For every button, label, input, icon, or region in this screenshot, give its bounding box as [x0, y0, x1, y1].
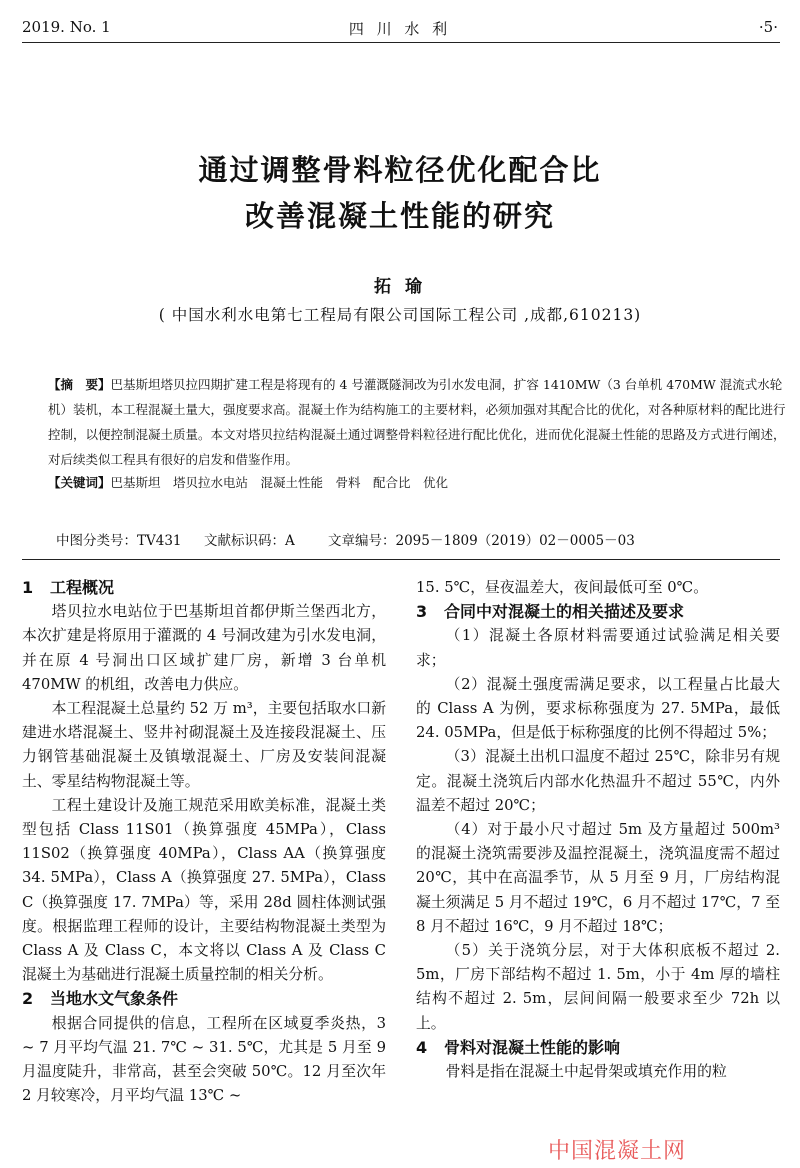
section-1-paragraph-1: 塔贝拉水电站位于巴基斯坦首都伊斯兰堡西北方，本次扩建是将原用于灌溉的 4 号洞改建为引水发电洞，并在原 4 号洞出口区域扩建厂房，新增 3 台单机 470MW 的机组，改善电力供应。	[22, 603, 386, 693]
page-number: ·5·	[758, 18, 778, 36]
requirement-item-4: （4）对于最小尺寸超过 5m 及方量超过 500m³ 的混凝土浇筑需要涉及温控混凝土，浇筑温度需不超过 20℃，其中在高温季节，从 5 月至 9 月，厂房结构混凝土须满足 5 月不超过 19℃，6 月不超过 17℃，7 至 8 月不超过 16℃，9 月不超过 18℃；	[416, 821, 780, 935]
section-2-continuation: 15. 5℃，昼夜温差大，夜间最低可至 0℃。	[416, 579, 709, 596]
abstract-text: 巴基斯坦塔贝拉四期扩建工程是将现有的 4 号灌溉隧洞改为引水发电洞，扩容 1410MW（3 台单机 470MW 混流式水轮机）装机，本工程混凝土量大，强度要求高。混凝土作为结构施工的主要材料，必须加强对其配合比的优化，对各种原材料的配比进行控制，以便控制混凝土质量。本文对塔贝拉结构混凝土通过调整骨料粒径进行配比优化，进而优化混凝土性能的思路及方式进行阐述，对后续类似工程具有很好的启发和借鉴作用。	[48, 377, 786, 467]
section-1-paragraph-3: 工程土建设计及施工规范采用欧美标准，混凝土类型包括 Class 11S01（换算强度 45MPa），Class 11S02（换算强度 40MPa），Class AA（换算强度 34. 5MPa），Class A（换算强度 27. 5MPa），Class C（换算强度 17. 7MPa）等，采用 28d 圆柱体测试强度。根据监理工程师的设计，主要结构物混凝土类型为 Class A 及 Class C，本文将以 Class A 及 Class C 混凝土为基础进行混凝土质量控制的相关分析。	[22, 796, 386, 984]
section-2-paragraph: 根据合同提供的信息，工程所在区域夏季炎热，3 ~ 7 月平均气温 21. 7℃ ~ 31. 5℃，尤其是 5 月至 9 月温度陡升，非常高，甚至会突破 50℃。12 月至次年 2 月较寒冷，月平均气温 13℃ ~	[22, 1014, 386, 1105]
title-line-2: 改善混凝土性能的研究	[244, 199, 555, 233]
section-1-paragraph-2: 本工程混凝土总量约 52 万 m³，主要包括取水口新建进水塔混凝土、竖井衬砌混凝土及连接段混凝土、压力钢管基础混凝土及镇墩混凝土、厂房及安装间混凝土、零星结构物混凝土等。	[22, 700, 386, 790]
journal-issue: 2019. No. 1	[22, 18, 111, 36]
header-rule	[22, 42, 780, 43]
title-line-1: 通过调整骨料粒径优化配合比	[198, 153, 602, 187]
right-column	[416, 576, 780, 1084]
keywords	[48, 470, 788, 495]
abstract-label: 【摘 要】	[48, 377, 111, 392]
left-column	[22, 576, 386, 1108]
section-3-heading: 3 合同中对混凝土的相关描述及要求	[416, 602, 685, 622]
section-2-heading: 2 当地水文气象条件	[22, 989, 179, 1009]
meta-rule	[22, 559, 780, 560]
section-4-paragraph: 骨料是指在混凝土中起骨架或填充作用的粒	[445, 1063, 727, 1081]
keywords-label: 【关键词】	[48, 475, 111, 490]
keywords-text: 巴基斯坦 塔贝拉水电站 混凝土性能 骨料 配合比 优化	[110, 475, 449, 490]
section-4-heading: 4 骨料对混凝土性能的影响	[416, 1037, 621, 1057]
document-code: 文献标识码：A	[204, 533, 295, 549]
author: 拓 瑜	[374, 277, 426, 297]
journal-name: 四 川 水 利	[348, 20, 452, 38]
site-watermark: 中国混凝土网	[548, 1139, 687, 1164]
section-1-heading: 1 工程概况	[22, 578, 115, 597]
abstract	[48, 372, 788, 472]
article-number: 文章编号：2095－1809（2019）02－0005－03	[328, 533, 635, 549]
requirement-item-1: （1）混凝土各原材料需要通过试验满足相关要求；	[416, 627, 780, 669]
requirement-item-5: （5）关于浇筑分层，对于大体积底板不超过 2. 5m，厂房下部结构不超过 1. 5m，小于 4m 厚的墙柱结构不超过 2. 5m，层间间隔一般要求至少 72h 以上。	[416, 942, 780, 1032]
affiliation: ( 中国水利水电第七工程局有限公司国际工程公司 ,成都,610213)	[158, 306, 642, 324]
requirement-item-3: （3）混凝土出机口温度不超过 25℃，除非另有规定。混凝土浇筑后内部水化热温升不超过 55℃，内外温差不超过 20℃；	[416, 748, 780, 814]
clc-number: 中图分类号：TV431	[56, 533, 182, 549]
requirement-item-2: （2）混凝土强度需满足要求，以工程量占比最大的 Class A 为例，要求标称强度为 27. 5MPa，最低 24. 05MPa，但是低于标称强度的比例不得超过 5%；	[416, 675, 780, 742]
